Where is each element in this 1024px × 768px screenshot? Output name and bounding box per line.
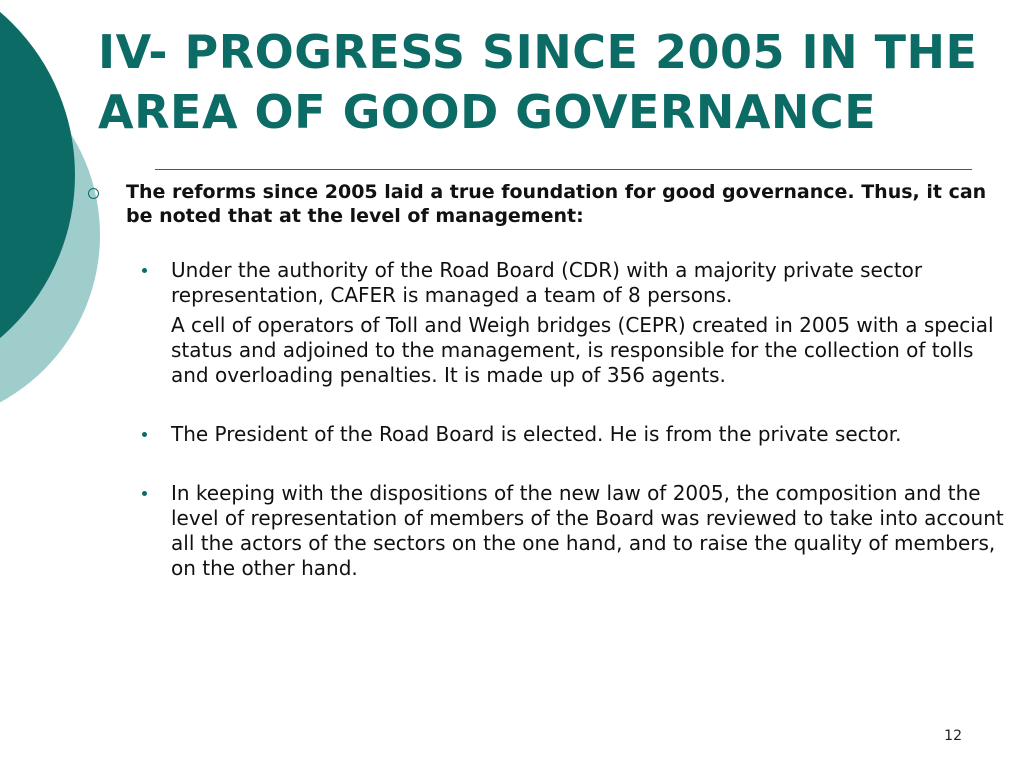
sub-bullet-3-text: In keeping with the dispositions of the new law of 2005, the composition and the level of representation of members of the Board was reviewed to take into account all the actors of the sectors on the one hand, and to raise the quality of members, on the other hand. [171,481,1004,580]
dot-bullet-icon [142,432,147,437]
slide-title-line2: AREA OF GOOD GOVERNANCE [98,85,877,139]
slide-title-line1: IV- PROGRESS SINCE 2005 IN THE [98,25,978,79]
sub-bullet-1 [88,258,1004,388]
dot-bullet-icon [142,268,147,273]
slide-title [98,22,1008,142]
intro-text: The reforms since 2005 laid a true foundation for good governance. Thus, it can be noted that at the level of management: [126,181,987,227]
sub-bullet-1-text: Under the authority of the Road Board (CDR) with a majority private sector representation, CAFER is managed a team of 8 persons. [171,258,923,307]
dot-bullet-icon [142,491,147,496]
title-divider [155,169,972,170]
slide-body [88,180,1004,581]
sub-bullet-2-text: The President of the Road Board is elected. He is from the private sector. [171,422,902,446]
hollow-circle-bullet-icon [88,188,99,199]
sub-bullet-3 [88,481,1004,581]
sub-bullet-1-continuation: A cell of operators of Toll and Weigh bridges (CEPR) created in 2005 with a special status and adjoined to the management, is responsible for the collection of tolls and overloading penalties. It is made up of 356 agents. [171,313,994,387]
sub-bullet-2 [88,422,1004,447]
page-number: 12 [944,728,962,744]
intro-bullet [88,180,1004,228]
